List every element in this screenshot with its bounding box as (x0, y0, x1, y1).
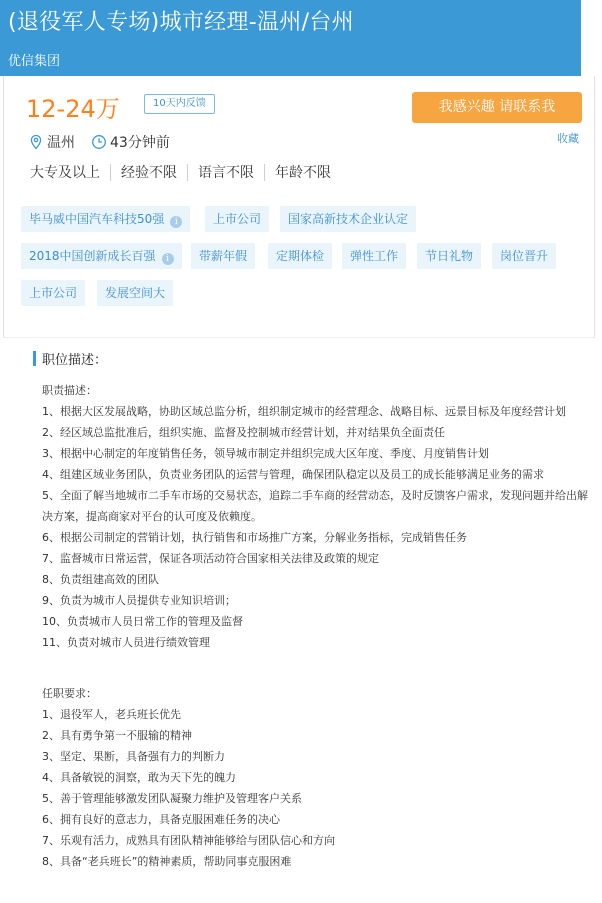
job-title: (退役军人专场)城市经理-温州/台州 (8, 10, 354, 35)
tag-label: 带薪年假 (199, 249, 248, 263)
salary: 12-24万 (26, 95, 120, 123)
favorite-link[interactable]: 收藏 (557, 132, 579, 145)
tag-label: 毕马威中国汽车科技50强 (29, 212, 165, 226)
duty-line: 1、根据大区发展战略，协助区域总监分析，组织制定城市的经营理念、战略目标、远景目标及年度经营计划 (42, 405, 566, 418)
req-language: 语言不限 (198, 165, 254, 181)
welfare-tag (21, 280, 85, 306)
job-requirements (30, 162, 331, 182)
company-tag (205, 206, 269, 232)
qualification-line: 8、具备“老兵班长”的精神素质，帮助同事克服困难 (42, 855, 292, 868)
req-age: 年龄不限 (275, 165, 331, 181)
feedback-badge: 10天内反馈 (144, 94, 215, 114)
duty-line: 9、负责为城市人员提供专业知识培训； (42, 594, 236, 607)
section-title-text: 职位描述： (42, 352, 108, 368)
job-description (35, 348, 595, 872)
welfare-tag (417, 243, 481, 269)
section-title (35, 348, 595, 368)
tag-label: 上市公司 (213, 212, 262, 226)
section-marker (33, 351, 36, 366)
duty-line: 5、全面了解当地城市二手车市场的交易状态，追踪二手车商的经营动态，及时反馈客户需求，发现问题并给出解 (42, 489, 588, 502)
clock-icon (91, 134, 107, 150)
welfare-tag (342, 243, 406, 269)
duty-line: 4、组建区域业务团队，负责业务团队的运营与管理，确保团队稳定以及员工的成长能够满足业务的需求 (42, 468, 544, 481)
tag-label: 定期体检 (276, 249, 325, 263)
welfare-tag (191, 243, 255, 269)
duty-line: 6、根据公司制定的营销计划，执行销售和市场推广方案，分解业务指标，完成销售任务 (42, 531, 467, 544)
qualifications-heading: 任职要求： (42, 687, 97, 700)
welfare-tag (492, 243, 556, 269)
posted-time: 43分钟前 (110, 135, 170, 151)
tag-label: 岗位晋升 (500, 249, 549, 263)
company-tag (21, 243, 182, 269)
req-education: 大专及以上 (30, 165, 100, 181)
tag-label: 2018中国创新成长百强 (29, 249, 156, 263)
job-header (0, 0, 581, 76)
job-location: 温州 (47, 135, 75, 151)
welfare-tag (97, 280, 173, 306)
qualification-line: 3、坚定、果断，具备强有力的判断力 (42, 750, 225, 763)
qualification-line: 1、退役军人，老兵班长优先 (42, 708, 181, 721)
qualification-line: 2、具有勇争第一不服输的精神 (42, 729, 192, 742)
req-experience: 经验不限 (121, 165, 177, 181)
duty-line: 11、负责对城市人员进行绩效管理 (42, 636, 210, 649)
info-icon[interactable]: i (170, 216, 182, 228)
tag-label: 发展空间大 (105, 286, 166, 300)
info-icon[interactable]: i (162, 253, 174, 265)
duty-line: 3、根据中心制定的年度销售任务，领导城市制定并组织完成大区年度、季度、月度销售计划 (42, 447, 489, 460)
divider (264, 164, 265, 181)
qualification-line: 7、乐观有活力，成熟具有团队精神能够给与团队信心和方向 (42, 834, 335, 847)
duties-heading: 职责描述： (42, 384, 97, 397)
tag-label: 弹性工作 (350, 249, 399, 263)
job-meta (28, 132, 170, 152)
tag-label: 国家高新技术企业认定 (288, 212, 409, 226)
company-name[interactable]: 优信集团 (8, 54, 61, 69)
tag-label: 上市公司 (29, 286, 78, 300)
duty-line: 8、负责组建高效的团队 (42, 573, 159, 586)
qualification-line: 5、善于管理能够激发团队凝聚力维护及管理客户关系 (42, 792, 302, 805)
duty-line: 7、监督城市日常运营，保证各项活动符合国家相关法律及政策的规定 (42, 552, 379, 565)
qualification-line: 4、具备敏锐的洞察，敢为天下先的魄力 (42, 771, 236, 784)
interested-contact-button[interactable]: 我感兴趣 请联系我 (412, 92, 582, 123)
qualification-line: 6、拥有良好的意志力，具备克服困难任务的决心 (42, 813, 280, 826)
divider (187, 164, 188, 181)
divider (110, 164, 111, 181)
duty-line: 2、经区域总监批准后，组织实施、监督及控制城市经营计划，并对结果负全面责任 (42, 426, 445, 439)
tag-label: 节日礼物 (425, 249, 474, 263)
location-pin-icon (28, 134, 44, 150)
company-tag (280, 206, 416, 232)
duty-line: 10、负责城市人员日常工作的管理及监督 (42, 615, 243, 628)
duty-line: 决方案，提高商家对平台的认可度及依赖度。 (42, 510, 262, 523)
welfare-tag (268, 243, 332, 269)
company-tag (21, 206, 190, 232)
